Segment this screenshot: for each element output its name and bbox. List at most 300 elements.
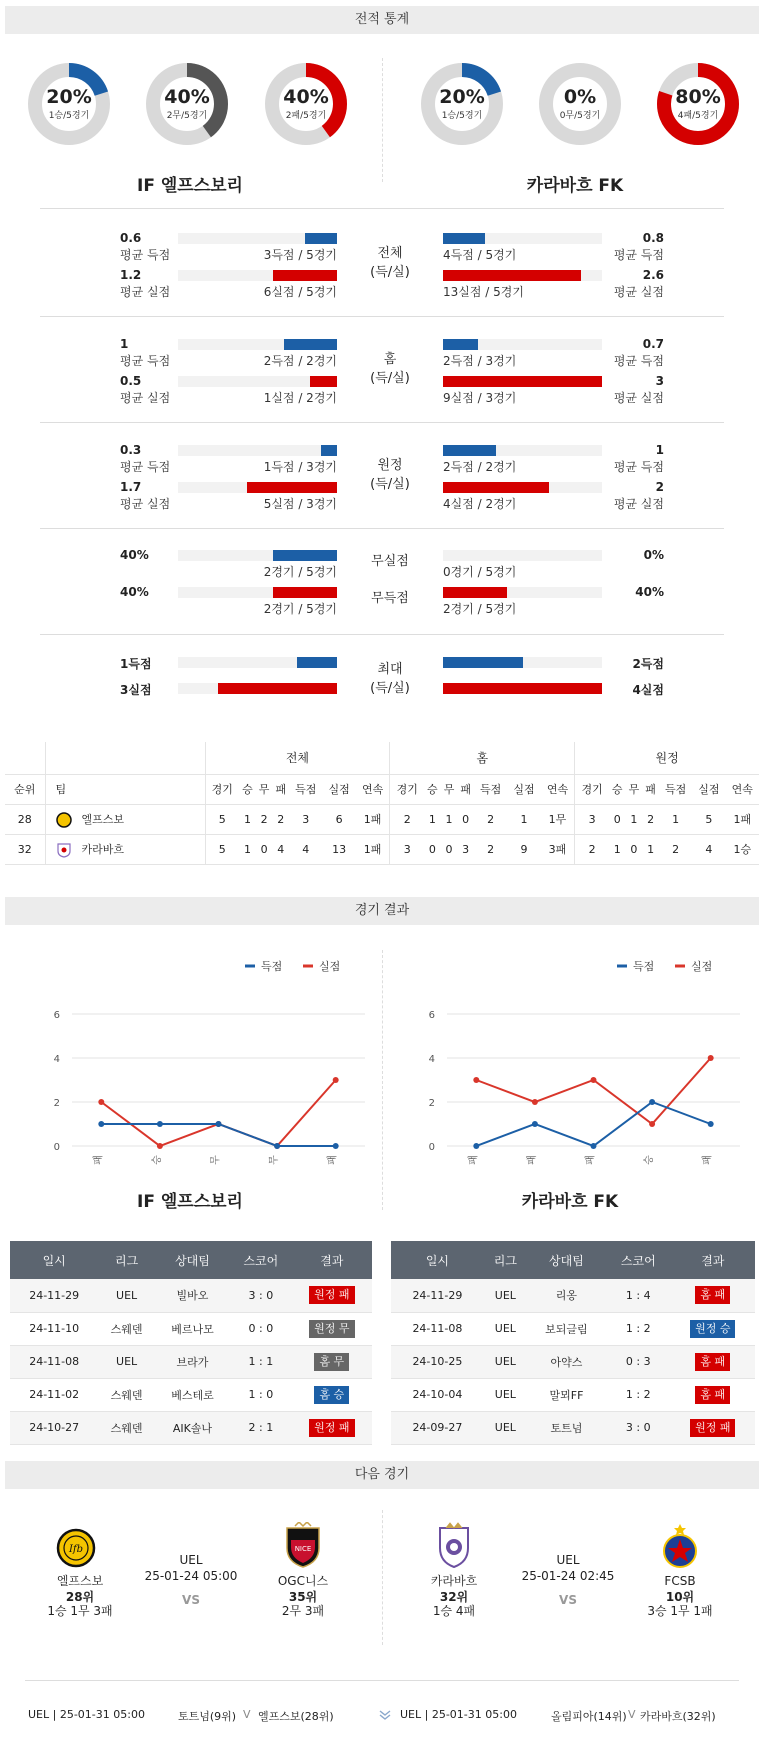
results-cell: 3 : 0 [606, 1411, 671, 1444]
table-row [391, 1378, 755, 1411]
rank-cell: 2 [588, 842, 596, 856]
result-badge: 원정 승 [690, 1320, 735, 1338]
divider [40, 528, 724, 529]
stat-count-left: 2경기 / 5경기 [263, 565, 337, 579]
donut-percent: 20% [46, 86, 92, 108]
ranking-table [5, 742, 759, 865]
stat-bar [273, 550, 337, 561]
next-left-home-rank: 28위 [65, 1590, 95, 1604]
rank-header-cell: 실점 [513, 783, 535, 796]
rank-cell: 1 [672, 812, 680, 826]
stat-bar-track [443, 550, 602, 561]
result-badge: 홈 승 [314, 1386, 349, 1404]
results-cell: 스웨덴 [98, 1312, 154, 1345]
result-badge: 홈 패 [695, 1286, 730, 1304]
results-cell: 아약스 [527, 1345, 606, 1378]
rank-team-cell[interactable] [45, 834, 205, 864]
results-cell: 24-10-04 [391, 1378, 484, 1411]
stat-value-right: 0.7 [642, 337, 664, 351]
stat-count-right: 9실점 / 3경기 [443, 391, 517, 405]
stat-center-title: 무실점 [371, 554, 409, 569]
footer-right-home: 올림피아(14위) [551, 1710, 627, 1723]
result-badge: 원정 패 [309, 1286, 354, 1304]
results-cell: 보되글림 [527, 1312, 606, 1345]
rank-header-cell: 승 [427, 783, 438, 796]
results-cell [671, 1411, 755, 1444]
rank-cell: 1 [445, 812, 453, 826]
rank-cell: 2 [403, 812, 411, 826]
rank-team-cell[interactable] [45, 804, 205, 834]
team-right-title: 카라바흐 FK [526, 176, 624, 196]
stat-value-right: 2 [655, 480, 664, 494]
rank-cell: 1승 [733, 843, 752, 856]
rank-cell: 1패 [356, 834, 390, 864]
rank-cell: 1무 [541, 804, 575, 834]
stat-label-right: 평균 득점 [613, 248, 664, 262]
stat-center-sub: (득/실) [370, 265, 410, 280]
stat-bar [297, 657, 337, 668]
rank-header-cell: 무 [628, 783, 640, 796]
rank-cell: 5 [218, 812, 226, 826]
rank-header-cell: 경기 [396, 783, 418, 796]
series-line [101, 1080, 335, 1146]
stat-max-right-conceded: 4실점 [632, 683, 664, 697]
next-left-vs: VS [182, 1593, 200, 1607]
results-cell: UEL [98, 1345, 154, 1378]
results-cell: 스웨덴 [98, 1378, 154, 1411]
results-cell: 빌바오 [155, 1279, 230, 1312]
rank-cell: 3 [588, 812, 596, 826]
stat-count-left: 1실점 / 2경기 [263, 391, 337, 405]
rank-cell: 0 [462, 812, 470, 826]
table-row [391, 1345, 755, 1378]
data-point [274, 1143, 280, 1149]
stat-bar [443, 339, 478, 350]
stat-count-right: 0경기 / 5경기 [443, 565, 517, 579]
stat-value-right: 0.8 [642, 231, 664, 245]
results-cell: 24-11-29 [391, 1279, 484, 1312]
results-cell [292, 1378, 372, 1411]
results-cell: UEL [484, 1345, 527, 1378]
donut-percent: 40% [164, 86, 210, 108]
results-header-cell: 일시 [391, 1241, 484, 1279]
result-badge: 원정 패 [690, 1419, 735, 1437]
donut-percent: 40% [283, 86, 329, 108]
elfsborg-logo-icon [56, 812, 72, 828]
stat-label-left: 평균 득점 [120, 354, 171, 368]
donut-stat [27, 62, 111, 146]
stat-max-right-scored: 2득점 [632, 657, 664, 671]
data-point [532, 1099, 538, 1105]
next-right-vs: VS [559, 1593, 577, 1607]
rank-header-cell: 패 [460, 783, 471, 796]
data-point [649, 1121, 655, 1127]
qarabag-logo-icon [434, 1522, 474, 1568]
next-left-home-name: 엘프스보 [56, 1574, 104, 1588]
series-line [476, 1058, 710, 1124]
rank-cell: 1패 [356, 804, 390, 834]
section-header-stats: 전적 통계 [5, 6, 759, 34]
donut-sub: 0무/5경기 [559, 111, 601, 121]
stat-bar [273, 270, 337, 281]
chevron-down-icon[interactable] [378, 1709, 392, 1721]
stat-bar-track [178, 445, 337, 456]
stat-bar [321, 445, 337, 456]
rank-header-cell: 패 [275, 783, 287, 796]
divider [382, 58, 383, 182]
donut-stat [538, 62, 622, 146]
y-tick-label: 4 [428, 1054, 435, 1065]
results-header-cell: 상대팀 [527, 1241, 606, 1279]
rank-header-cell: 실점 [328, 783, 350, 796]
results-cell: UEL [484, 1378, 527, 1411]
results-cell: UEL [98, 1279, 154, 1312]
rank-cell: 3 [403, 842, 411, 856]
data-point [473, 1143, 479, 1149]
y-tick-label: 0 [428, 1142, 435, 1153]
results-cell [292, 1411, 372, 1444]
stat-center-sub: (득/실) [370, 681, 410, 696]
table-row [391, 1312, 755, 1345]
rank-header-cell: 패 [645, 783, 656, 796]
x-tick-label: 패 [702, 1155, 714, 1165]
rank-cell: 5 [705, 812, 713, 826]
results-header-cell: 결과 [292, 1241, 372, 1279]
stat-center-title: 최대 [377, 662, 403, 677]
stat-label-right: 평균 득점 [613, 354, 664, 368]
next-right-home-name: 카라바흐 [430, 1574, 478, 1588]
rank-cell: 1패 [733, 813, 752, 826]
results-cell: 24-11-08 [10, 1345, 98, 1378]
data-point [333, 1077, 339, 1083]
rank-cell: 0 [613, 812, 621, 826]
results-cell [671, 1312, 755, 1345]
stat-label-left: 평균 득점 [120, 248, 171, 262]
rank-team-name: 엘프스보 [81, 812, 125, 826]
stat-value-left: 0.6 [120, 231, 142, 245]
x-tick-label: 승 [151, 1155, 163, 1165]
rank-header-cell: 연속 [731, 783, 753, 796]
stat-label-left: 평균 실점 [120, 285, 171, 299]
rank-header-cell: 팀 [45, 774, 205, 804]
rank-header-cell: 연속 [541, 774, 575, 804]
stat-value-right: 1 [655, 443, 664, 457]
donut-stat [264, 62, 348, 146]
rank-cell: 1 [243, 842, 251, 856]
donut-sub: 1승/5경기 [48, 111, 90, 121]
team-right-title-results: 카라바흐 FK [521, 1192, 619, 1212]
rank-cell: 2 [647, 812, 655, 826]
stat-bar [443, 233, 485, 244]
stat-count-right: 4득점 / 5경기 [443, 248, 517, 262]
rank-cell: 0 [445, 842, 453, 856]
divider [40, 634, 724, 635]
ogc-nice-logo-icon [283, 1522, 323, 1568]
rank-cell: 2 [487, 812, 495, 826]
table-row [10, 1345, 372, 1378]
stat-center-title: 홈 [383, 352, 397, 367]
result-badge: 홈 패 [695, 1353, 730, 1371]
result-badge: 홈 패 [695, 1386, 730, 1404]
results-header-cell: 스코어 [230, 1241, 292, 1279]
rank-cell: 2 [277, 812, 285, 826]
stat-label-right: 평균 실점 [613, 391, 664, 405]
stat-value-right: 2.6 [642, 268, 664, 282]
table-row [10, 1411, 372, 1444]
rank-cell: 1 [613, 842, 621, 856]
stat-label-right: 평균 실점 [613, 285, 664, 299]
y-tick-label: 6 [428, 1010, 435, 1021]
donut-sub: 1승/5경기 [441, 111, 483, 121]
donut-percent: 80% [675, 86, 721, 108]
data-point [591, 1143, 597, 1149]
stat-bar [218, 683, 337, 694]
results-cell: AIK솔나 [155, 1411, 230, 1444]
rank-header-cell: 승 [611, 783, 623, 796]
stat-bar [247, 482, 337, 493]
legend-label: 득점 [261, 960, 283, 973]
y-tick-label: 2 [53, 1098, 60, 1109]
results-cell [292, 1312, 372, 1345]
next-left-away-rank: 35위 [288, 1590, 318, 1604]
stat-count-left: 5실점 / 3경기 [263, 497, 337, 511]
x-tick-label: 승 [644, 1155, 656, 1165]
table-row [10, 1378, 372, 1411]
results-cell: UEL [484, 1411, 527, 1444]
result-badge: 원정 무 [309, 1320, 354, 1338]
rank-header-cell: 연속 [356, 774, 390, 804]
qarabag-logo-icon [56, 842, 72, 858]
donut-percent: 20% [439, 86, 485, 108]
stat-bar [443, 482, 549, 493]
x-tick-label: 패 [468, 1155, 480, 1165]
x-tick-label: 무 [210, 1155, 222, 1165]
result-badge: 홈 무 [314, 1353, 349, 1371]
data-point [708, 1055, 714, 1061]
divider [25, 1680, 739, 1681]
rank-group-home: 홈 [390, 742, 575, 774]
stat-count-left: 2경기 / 5경기 [263, 602, 337, 616]
rank-cell: 4 [302, 842, 310, 856]
rank-header-cell: 승 [242, 783, 253, 796]
x-tick-label: 패 [526, 1155, 538, 1165]
results-cell [671, 1378, 755, 1411]
next-left-away-name: OGC니스 [277, 1574, 329, 1588]
results-cell: 24-10-27 [10, 1411, 98, 1444]
rank-cell: 0 [260, 842, 268, 856]
results-cell [671, 1279, 755, 1312]
stat-count-right: 13실점 / 5경기 [443, 285, 524, 299]
stat-center-sub: (득/실) [370, 371, 410, 386]
results-cell: 24-11-29 [10, 1279, 98, 1312]
stat-value-left: 1 [120, 337, 129, 351]
rank-team-name: 카라바흐 [81, 842, 125, 856]
legend-label: 득점 [633, 960, 655, 973]
stat-value-left: 1.7 [120, 480, 142, 494]
data-point [532, 1121, 538, 1127]
donut-stat [420, 62, 504, 146]
divider [382, 1510, 383, 1645]
results-cell: 24-11-10 [10, 1312, 98, 1345]
svg-text:NICE: NICE [294, 1545, 312, 1553]
x-tick-label: 패 [93, 1155, 105, 1165]
data-point [157, 1143, 163, 1149]
stat-label-left: 평균 득점 [120, 460, 171, 474]
donut-sub: 4패/5경기 [677, 111, 719, 121]
rank-cell: 2 [487, 842, 495, 856]
stat-bar [284, 339, 337, 350]
results-cell: 브라가 [155, 1345, 230, 1378]
stat-value-left: 0.3 [120, 443, 142, 457]
results-table-left [10, 1241, 372, 1445]
divider [382, 950, 383, 1210]
footer-left-away: 엘프스보(28위) [258, 1710, 334, 1723]
stat-bar [310, 376, 337, 387]
stat-bar [443, 587, 507, 598]
next-left-home-record: 1승 1무 3패 [47, 1604, 113, 1618]
results-cell: 0 : 0 [230, 1312, 292, 1345]
next-right-away-name: FCSB [664, 1574, 696, 1588]
results-cell: UEL [484, 1312, 527, 1345]
chart-right [395, 942, 745, 1177]
results-cell [671, 1345, 755, 1378]
results-header-cell: 스코어 [606, 1241, 671, 1279]
data-point [157, 1121, 163, 1127]
stat-center-sub: (득/실) [370, 477, 410, 492]
donut-stat [145, 62, 229, 146]
next-left-away-record: 2무 3패 [281, 1604, 325, 1618]
rank-cell: 6 [335, 812, 343, 826]
results-header-cell: 리그 [98, 1241, 154, 1279]
rank-cell: 9 [520, 842, 528, 856]
results-cell: 1 : 1 [230, 1345, 292, 1378]
rank-header-cell: 무 [258, 783, 270, 796]
stat-value-right: 40% [635, 585, 664, 599]
rank-cell: 4 [277, 842, 285, 856]
result-badge: 원정 패 [309, 1419, 354, 1437]
rank-cell: 1 [520, 812, 528, 826]
rank-header-cell: 무 [443, 783, 455, 796]
stat-max-left-scored: 1득점 [120, 657, 152, 671]
stat-center-title: 무득점 [371, 591, 409, 606]
data-point [649, 1099, 655, 1105]
rank-header-cell: 경기 [211, 783, 233, 796]
stat-value-right: 3 [655, 374, 664, 388]
divider [40, 316, 724, 317]
results-cell: 1 : 2 [606, 1378, 671, 1411]
stat-count-right: 2경기 / 5경기 [443, 602, 517, 616]
stat-center-title: 원정 [377, 458, 403, 473]
next-right-home-record: 1승 4패 [432, 1604, 476, 1618]
rank-cell: 2 [260, 812, 268, 826]
results-header-cell: 리그 [484, 1241, 527, 1279]
rank-cell: 5 [218, 842, 226, 856]
footer-left-info: UEL | 25-01-31 05:00 [28, 1708, 145, 1721]
donut-sub: 2패/5경기 [285, 111, 327, 121]
data-point [333, 1143, 339, 1149]
fcsb-logo-icon [660, 1524, 700, 1568]
footer-left-v: V [243, 1708, 251, 1721]
stat-count-right: 2득점 / 3경기 [443, 354, 517, 368]
stat-count-left: 1득점 / 3경기 [263, 460, 337, 474]
stat-bar [443, 376, 602, 387]
results-cell: 24-10-25 [391, 1345, 484, 1378]
rank-group-away: 원정 [655, 751, 679, 766]
stat-bar [443, 445, 496, 456]
stat-bar [443, 270, 581, 281]
results-cell [292, 1279, 372, 1312]
rank-cell: 0 [630, 842, 638, 856]
footer-right-info: UEL | 25-01-31 05:00 [400, 1708, 517, 1721]
rank-cell: 3 [302, 812, 310, 826]
data-point [708, 1121, 714, 1127]
section-header-next: 다음 경기 [5, 1461, 759, 1489]
table-row [10, 1312, 372, 1345]
x-tick-label: 무 [269, 1155, 281, 1165]
data-point [473, 1077, 479, 1083]
stat-bar [443, 683, 602, 694]
footer-right-v: V [628, 1708, 636, 1721]
next-right-league: UEL [556, 1553, 580, 1567]
divider [40, 422, 724, 423]
donut-stat [656, 62, 740, 146]
results-header-cell: 상대팀 [155, 1241, 230, 1279]
stat-label-right: 평균 득점 [613, 460, 664, 474]
team-left-title-results: IF 엘프스보리 [137, 1192, 243, 1212]
stat-bar [273, 587, 337, 598]
y-tick-label: 4 [53, 1054, 60, 1065]
stat-center-title: 전체 [377, 246, 403, 261]
next-right-home-rank: 32위 [439, 1590, 469, 1604]
series-line [476, 1102, 710, 1146]
results-cell: 24-11-02 [10, 1378, 98, 1411]
results-cell: 토트넘 [527, 1411, 606, 1444]
rank-cell: 2 [672, 842, 680, 856]
stat-value-right: 0% [643, 548, 664, 562]
stat-count-left: 2득점 / 2경기 [263, 354, 337, 368]
footer-right-away: 카라바흐(32위) [640, 1710, 716, 1723]
stat-count-left: 3득점 / 5경기 [263, 248, 337, 262]
x-tick-label: 패 [585, 1155, 597, 1165]
rank-cell: 0 [428, 842, 436, 856]
rank-header-cell: 득점 [295, 783, 317, 796]
rank-cell: 28 [5, 804, 45, 834]
next-right-time: 25-01-24 02:45 [521, 1569, 615, 1583]
rank-cell: 13 [332, 842, 347, 856]
results-cell: 말뫼FF [527, 1378, 606, 1411]
stat-value-left: 1.2 [120, 268, 142, 282]
results-cell: 스웨덴 [98, 1411, 154, 1444]
rank-cell: 32 [5, 834, 45, 864]
stat-value-left: 0.5 [120, 374, 142, 388]
results-cell: 24-11-08 [391, 1312, 484, 1345]
stat-bar [305, 233, 337, 244]
chart-left [20, 942, 370, 1177]
rank-cell: 4 [705, 842, 713, 856]
donut-sub: 2무/5경기 [166, 111, 208, 121]
stat-count-right: 4실점 / 2경기 [443, 497, 517, 511]
rank-cell: 1 [428, 812, 436, 826]
results-cell [292, 1345, 372, 1378]
results-cell: 0 : 3 [606, 1345, 671, 1378]
stat-value-left: 40% [120, 585, 149, 599]
results-table-right [391, 1241, 755, 1445]
y-tick-label: 0 [53, 1142, 60, 1153]
results-header-cell: 일시 [10, 1241, 98, 1279]
next-left-time: 25-01-24 05:00 [144, 1569, 238, 1583]
table-row [10, 1279, 372, 1312]
results-cell: UEL [484, 1279, 527, 1312]
